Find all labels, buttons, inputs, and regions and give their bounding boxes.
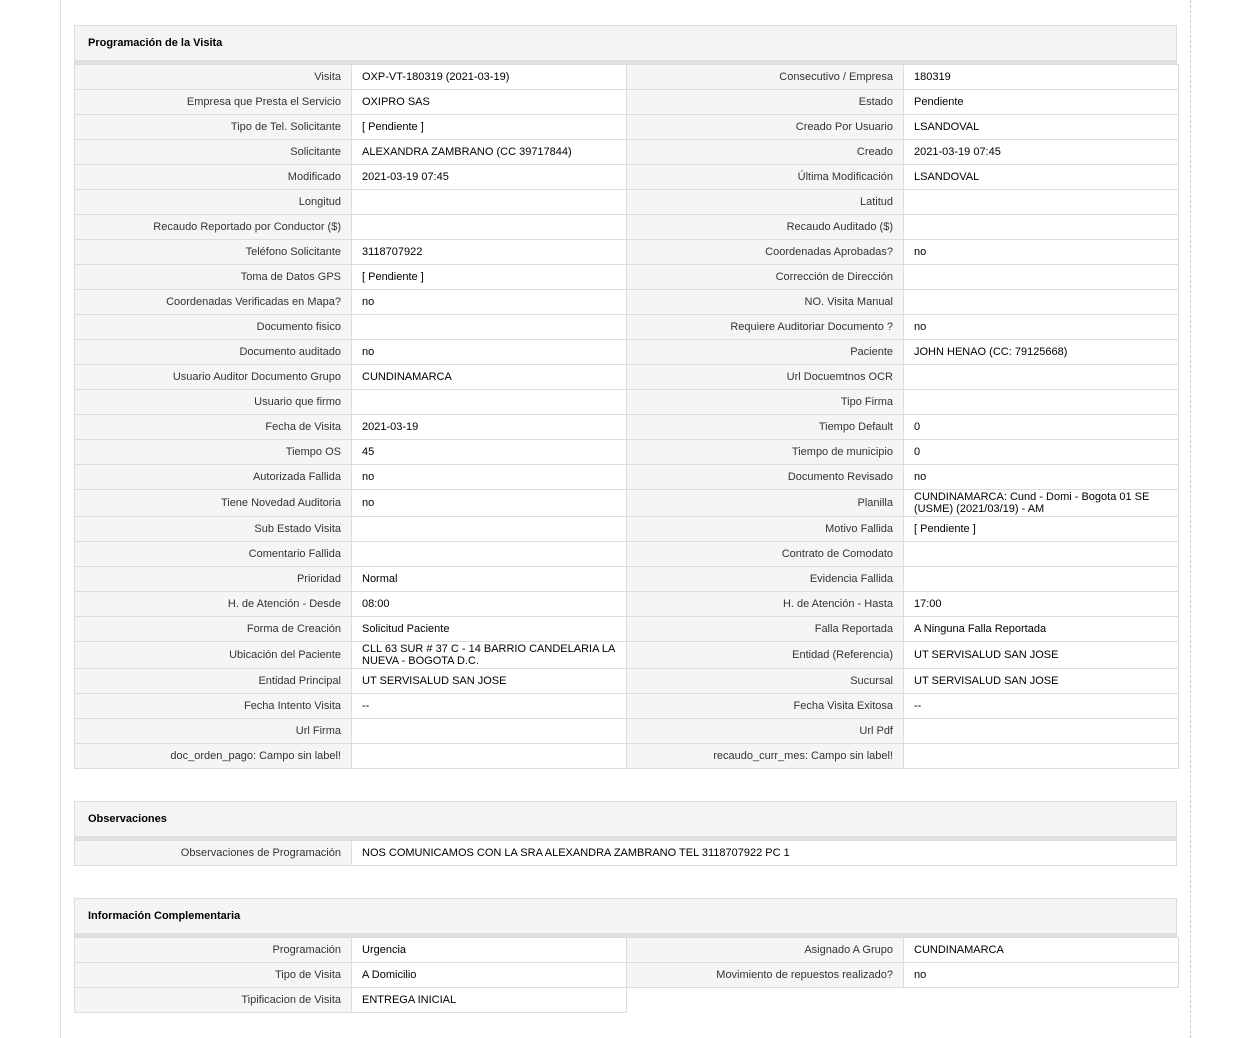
field-label: Url Docuemtnos OCR [627,365,904,390]
field-value: no [352,290,627,315]
field-value [904,567,1179,592]
field-value: OXIPRO SAS [352,90,627,115]
field-value: 180319 [904,65,1179,90]
observaciones-title: Observaciones [74,801,1177,836]
field-value: no [904,315,1179,340]
field-label: Sucursal [627,669,904,694]
content-left-border [60,0,61,1038]
field-label: Evidencia Fallida [627,567,904,592]
field-value: CLL 63 SUR # 37 C - 14 BARRIO CANDELARIA LA NUEVA - BOGOTA D.C. [352,642,627,669]
table-row [75,963,1179,988]
field-value [352,315,627,340]
field-value: UT SERVISALUD SAN JOSE [352,669,627,694]
field-label: Tipificacion de Visita [75,988,352,1013]
table-row [75,240,1179,265]
table-row [75,694,1179,719]
field-value [904,390,1179,415]
field-value: CUNDINAMARCA [904,938,1179,963]
table-row [75,190,1179,215]
field-value: -- [352,694,627,719]
field-value [352,542,627,567]
field-label: Tiene Novedad Auditoria [75,490,352,517]
field-value: 2021-03-19 07:45 [904,140,1179,165]
table-row [75,465,1179,490]
field-label: Usuario que firmo [75,390,352,415]
field-value: NOS COMUNICAMOS CON LA SRA ALEXANDRA ZAMBRANO TEL 3118707922 PC 1 [352,841,1177,866]
table-row [75,542,1179,567]
table-row [75,65,1179,90]
field-value: Pendiente [904,90,1179,115]
field-label: Comentario Fallida [75,542,352,567]
field-value: no [352,490,627,517]
table-row [75,567,1179,592]
field-value: CUNDINAMARCA [352,365,627,390]
field-label: Recaudo Reportado por Conductor ($) [75,215,352,240]
table-row [75,592,1179,617]
table-row [75,115,1179,140]
field-label: Fecha Intento Visita [75,694,352,719]
field-label: Requiere Auditoriar Documento ? [627,315,904,340]
field-label: Creado Por Usuario [627,115,904,140]
complementaria-title: Información Complementaria [74,898,1177,933]
field-value [904,215,1179,240]
field-value: [ Pendiente ] [904,517,1179,542]
field-label: Tiempo de municipio [627,440,904,465]
field-label: Planilla [627,490,904,517]
field-label: Documento Revisado [627,465,904,490]
field-label: H. de Atención - Hasta [627,592,904,617]
table-row [75,165,1179,190]
table-row [75,140,1179,165]
field-value [352,517,627,542]
field-label: Longitud [75,190,352,215]
field-value [352,744,627,769]
field-label: Ubicación del Paciente [75,642,352,669]
field-label: Modificado [75,165,352,190]
field-value: LSANDOVAL [904,165,1179,190]
programacion-table [74,64,1179,769]
content-right-border [1190,0,1191,1038]
field-label: Url Pdf [627,719,904,744]
field-value [904,290,1179,315]
field-value: LSANDOVAL [904,115,1179,140]
field-value: 45 [352,440,627,465]
field-value: 08:00 [352,592,627,617]
field-label: Fecha de Visita [75,415,352,440]
field-label: Última Modificación [627,165,904,190]
field-value: A Domicilio [352,963,627,988]
field-value: Urgencia [352,938,627,963]
table-row [75,617,1179,642]
field-label: doc_orden_pago: Campo sin label! [75,744,352,769]
table-row [75,340,1179,365]
table-row [75,719,1179,744]
field-label: Coordenadas Verificadas en Mapa? [75,290,352,315]
field-value: JOHN HENAO (CC: 79125668) [904,340,1179,365]
field-label: Url Firma [75,719,352,744]
field-value: A Ninguna Falla Reportada [904,617,1179,642]
field-label: Estado [627,90,904,115]
field-label: Visita [75,65,352,90]
table-row [75,315,1179,340]
field-label: Falla Reportada [627,617,904,642]
field-label: Corrección de Dirección [627,265,904,290]
field-value: Normal [352,567,627,592]
field-label: Programación [75,938,352,963]
table-row [75,490,1179,517]
field-value: no [904,465,1179,490]
field-label: Creado [627,140,904,165]
field-value: no [904,963,1179,988]
field-value: 0 [904,440,1179,465]
field-value: 17:00 [904,592,1179,617]
complementaria-table [74,937,1179,1013]
field-label: H. de Atención - Desde [75,592,352,617]
field-label: Prioridad [75,567,352,592]
complementaria-section [74,898,1177,1013]
field-value [904,542,1179,567]
table-row [75,90,1179,115]
field-label: Consecutivo / Empresa [627,65,904,90]
table-row [75,290,1179,315]
field-value: UT SERVISALUD SAN JOSE [904,669,1179,694]
field-value: no [904,240,1179,265]
field-label: Tipo Firma [627,390,904,415]
field-value: CUNDINAMARCA: Cund - Domi - Bogota 01 SE (USME) (2021/03/19) - AM [904,490,1179,517]
field-label: Solicitante [75,140,352,165]
field-value [352,719,627,744]
empty-cell [904,988,1179,1013]
field-value: 2021-03-19 07:45 [352,165,627,190]
field-label: Tipo de Tel. Solicitante [75,115,352,140]
empty-cell [627,988,904,1013]
table-row [75,841,1177,866]
field-label: Latitud [627,190,904,215]
field-label: Documento auditado [75,340,352,365]
field-value [904,365,1179,390]
field-label: Recaudo Auditado ($) [627,215,904,240]
field-value: 3118707922 [352,240,627,265]
field-value [904,744,1179,769]
field-label: Contrato de Comodato [627,542,904,567]
field-value [352,215,627,240]
field-value: -- [904,694,1179,719]
field-value: no [352,340,627,365]
field-label: Tiempo OS [75,440,352,465]
field-value: ALEXANDRA ZAMBRANO (CC 39717844) [352,140,627,165]
field-value: Solicitud Paciente [352,617,627,642]
table-row [75,988,1179,1013]
field-value: UT SERVISALUD SAN JOSE [904,642,1179,669]
observaciones-table [74,840,1177,866]
field-value: OXP-VT-180319 (2021-03-19) [352,65,627,90]
table-row [75,938,1179,963]
field-label: Toma de Datos GPS [75,265,352,290]
table-row [75,390,1179,415]
field-label: Tipo de Visita [75,963,352,988]
field-label: Documento fisico [75,315,352,340]
table-row [75,215,1179,240]
field-label: NO. Visita Manual [627,290,904,315]
field-label: Empresa que Presta el Servicio [75,90,352,115]
field-label: Paciente [627,340,904,365]
table-row [75,669,1179,694]
field-label: Asignado A Grupo [627,938,904,963]
table-row [75,415,1179,440]
table-row [75,440,1179,465]
field-label: Fecha Visita Exitosa [627,694,904,719]
field-value [904,719,1179,744]
field-label: Motivo Fallida [627,517,904,542]
field-label: Entidad Principal [75,669,352,694]
field-value [352,390,627,415]
field-label: Usuario Auditor Documento Grupo [75,365,352,390]
field-value [904,190,1179,215]
table-row [75,265,1179,290]
programacion-section [74,25,1177,769]
field-label: Tiempo Default [627,415,904,440]
field-value: [ Pendiente ] [352,265,627,290]
field-label: Coordenadas Aprobadas? [627,240,904,265]
field-value: ENTREGA INICIAL [352,988,627,1013]
field-value: no [352,465,627,490]
table-row [75,744,1179,769]
table-row [75,517,1179,542]
programacion-title: Programación de la Visita [74,25,1177,60]
field-value: [ Pendiente ] [352,115,627,140]
field-label: Entidad (Referencia) [627,642,904,669]
field-label: recaudo_curr_mes: Campo sin label! [627,744,904,769]
field-value [352,190,627,215]
field-label: Autorizada Fallida [75,465,352,490]
table-row [75,642,1179,669]
table-row [75,365,1179,390]
observaciones-section [74,801,1177,866]
field-label: Movimiento de repuestos realizado? [627,963,904,988]
field-label: Teléfono Solicitante [75,240,352,265]
field-value [904,265,1179,290]
field-value: 2021-03-19 [352,415,627,440]
field-label: Sub Estado Visita [75,517,352,542]
field-label: Forma de Creación [75,617,352,642]
field-value: 0 [904,415,1179,440]
field-label: Observaciones de Programación [75,841,352,866]
